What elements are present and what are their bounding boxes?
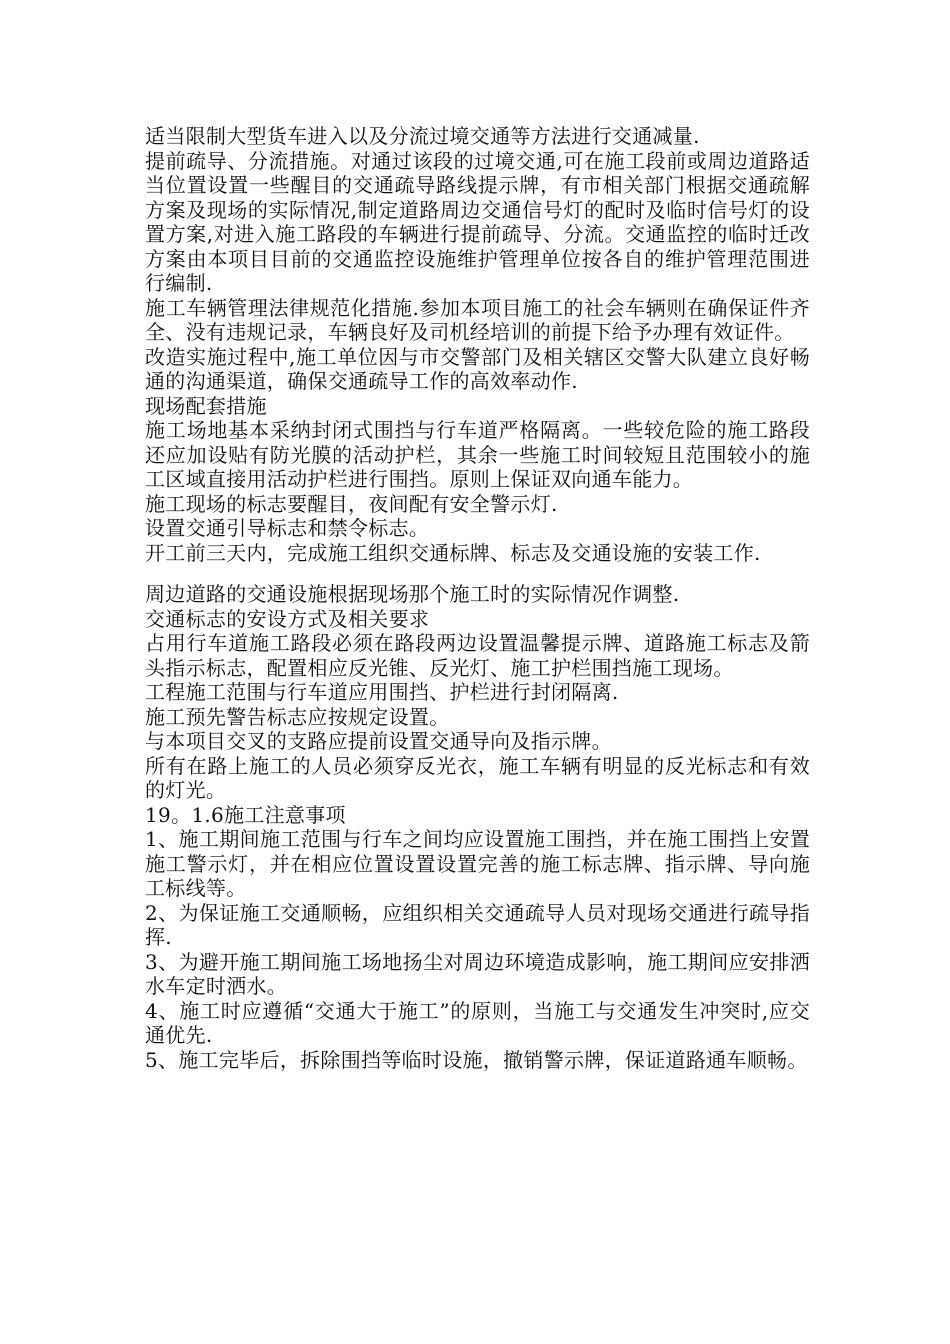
paragraph-installation: 开工前三天内，完成施工组织交通标牌、标志及交通设施的安装工作. bbox=[145, 540, 761, 565]
paragraph-guidance-diversion: 提前疏导、分流措施。对通过该段的过境交通,可在施工段前或周边道路适当位置设置一些醒目的交通疏导路线提示牌，有市相关部门根据交通疏解方案及现场的实际情况,制定道路周边交通信号灯的配时及临时信号灯的设置方案,对进入施工路段的车辆进行提前疏导、分流。交通监控的临时迁改方案由本项目目前的交通监控设施维护管理单位按各自的维护管理范围进行编制. bbox=[145, 148, 810, 295]
list-item-1: 1、施工期间施工范围与行车之间均应设置施工围挡，并在施工围挡上安置施工警示灯，并在相应位置设置设置完善的施工标志牌、指示牌、导向施工标线等。 bbox=[145, 827, 810, 900]
document-body bbox=[145, 124, 810, 1072]
paragraph-reflective-gear: 所有在路上施工的人员必须穿反光衣，施工车辆有明显的反光标志和有效的灯光。 bbox=[145, 753, 810, 802]
list-item-2: 2、为保证施工交通顺畅，应组织相关交通疏导人员对现场交通进行疏导指挥. bbox=[145, 900, 810, 949]
paragraph-traffic-reduction: 适当限制大型货车进入以及分流过境交通等方法进行交通减量. bbox=[145, 124, 700, 148]
heading-site-measures: 现场配套措施 bbox=[145, 393, 267, 418]
paragraph-adjustment: 周边道路的交通设施根据现场那个施工时的实际情况作调整. bbox=[145, 582, 680, 606]
paragraph-site-enclosure: 施工场地基本采纳封闭式围挡与行车道严格隔离。一些较危险的施工路段还应加设贴有防光膜的活动护栏，其余一些施工时间较短且范围较小的施工区域直接用活动护栏进行围挡。原则上保证双向通车能力。 bbox=[145, 418, 810, 491]
paragraph-lane-occupation: 占用行车道施工路段必须在路段两边设置温馨提示牌、道路施工标志及箭头指示标志，配置相应反光锥、反光灯、施工护栏围挡施工现场。 bbox=[145, 631, 810, 680]
paragraph-warning-signs: 施工预先警告标志应按规定设置。 bbox=[145, 704, 450, 729]
paragraph-night-lights: 施工现场的标志要醒目，夜间配有安全警示灯. bbox=[145, 491, 558, 516]
heading-construction-notes: 19。1.6施工注意事项 bbox=[145, 802, 346, 827]
blank-line bbox=[145, 565, 810, 582]
paragraph-branch-roads: 与本项目交叉的支路应提前设置交通导向及指示牌。 bbox=[145, 729, 612, 753]
paragraph-guide-signs: 设置交通引导标志和禁令标志。 bbox=[145, 516, 430, 540]
list-item-3: 3、为避开施工期间施工场地扬尘对周边环境造成影响，施工期间应安排洒水车定时洒水。 bbox=[145, 949, 810, 998]
heading-sign-installation: 交通标志的安设方式及相关要求 bbox=[145, 606, 430, 631]
paragraph-isolation: 工程施工范围与行车道应用围挡、护栏进行封闭隔离. bbox=[145, 680, 619, 704]
list-item-4: 4、施工时应遵循“交通大于施工”的原则，当施工与交通发生冲突时,应交通优先. bbox=[145, 998, 810, 1047]
paragraph-communication: 改造实施过程中,施工单位因与市交警部门及相关辖区交警大队建立良好畅通的沟通渠道，确保交通疏导工作的高效率动作. bbox=[145, 344, 810, 393]
list-item-5: 5、施工完毕后，拆除围挡等临时设施，撤销警示牌，保证道路通车顺畅。 bbox=[145, 1047, 808, 1072]
paragraph-vehicle-management: 施工车辆管理法律规范化措施.参加本项目施工的社会车辆则在确保证件齐全、没有违规记录，车辆良好及司机经培训的前提下给予办理有效证件。 bbox=[145, 295, 810, 344]
